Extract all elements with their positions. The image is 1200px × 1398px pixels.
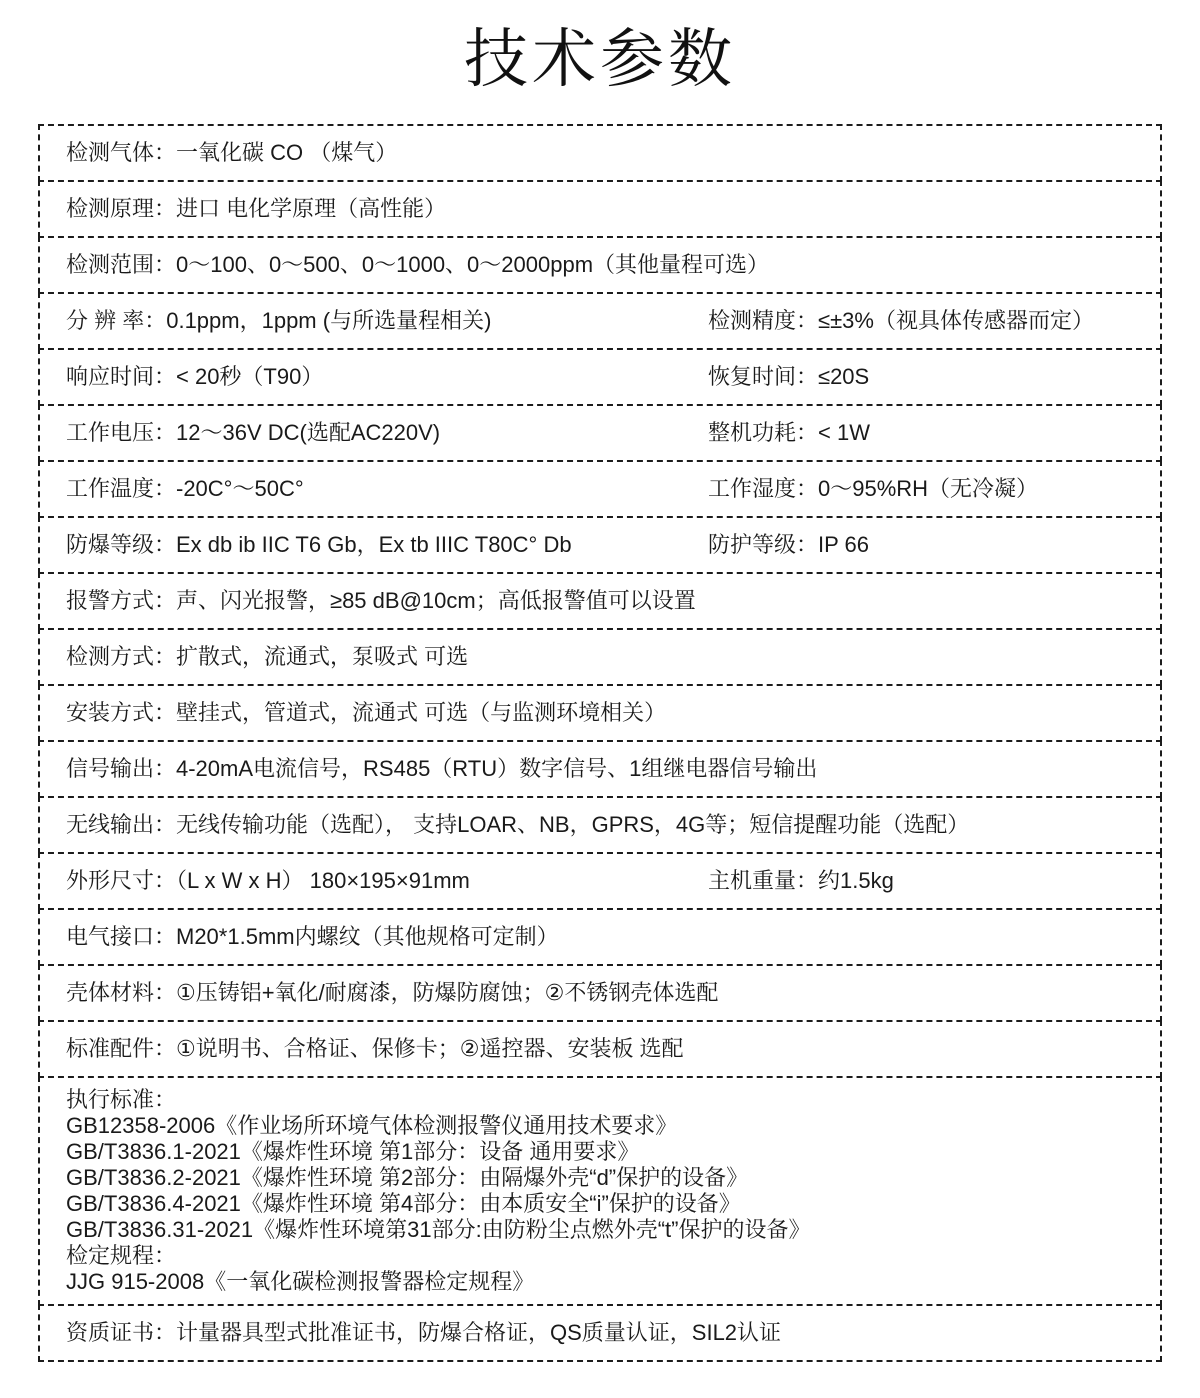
- spec-cell-weight: 主机重量：约1.5kg: [708, 868, 894, 894]
- spec-cell-accuracy: 检测精度：≤±3%（视具体传感器而定）: [708, 308, 1094, 334]
- spec-cell-dimensions: 外形尺寸：（L x W x H） 180×195×91mm: [66, 868, 470, 894]
- spec-cell: 无线输出：无线传输功能（选配）， 支持LOAR、NB，GPRS，4G等；短信提醒功能（选配）: [66, 812, 970, 838]
- row-detection-gas: [38, 124, 1162, 182]
- spec-cell-recovery-time: 恢复时间：≤20S: [708, 364, 870, 390]
- row-wireless-output: [38, 796, 1162, 854]
- spec-cell-response-time: 响应时间：< 20秒（T90）: [66, 364, 324, 390]
- standards-line: JJG 915-2008《一氧化碳检测报警器检定规程》: [66, 1269, 535, 1295]
- spec-cell: 检测方式：扩散式，流通式，泵吸式 可选: [66, 644, 469, 670]
- row-standard-accessories: [38, 1020, 1162, 1078]
- spec-cell-power: 整机功耗：< 1W: [708, 420, 870, 446]
- row-certificates: [38, 1304, 1162, 1362]
- spec-table: [38, 124, 1162, 1362]
- spec-cell: 检测范围：0～100、0～500、0～1000、0～2000ppm（其他量程可选）: [66, 252, 770, 278]
- standards-line: GB/T3836.4-2021《爆炸性环境 第4部分：由本质安全“i”保护的设备》: [66, 1191, 741, 1217]
- row-explosion-ip-rating: [38, 516, 1162, 574]
- spec-cell-resolution: 分 辨 率：0.1ppm，1ppm (与所选量程相关): [66, 308, 492, 334]
- row-temperature-humidity: [38, 460, 1162, 518]
- row-alarm-mode: [38, 572, 1162, 630]
- spec-cell: 检测原理：进口 电化学原理（高性能）: [66, 196, 447, 222]
- row-electrical-interface: [38, 908, 1162, 966]
- row-dimensions-weight: [38, 852, 1162, 910]
- row-voltage-power: [38, 404, 1162, 462]
- row-detection-mode: [38, 628, 1162, 686]
- row-signal-output: [38, 740, 1162, 798]
- spec-cell: 报警方式：声、闪光报警，≥85 dB@10cm；高低报警值可以设置: [66, 588, 696, 614]
- standards-line: 检定规程：: [66, 1243, 177, 1269]
- standards-line: GB/T3836.1-2021《爆炸性环境 第1部分：设备 通用要求》: [66, 1139, 640, 1165]
- spec-cell: 资质证书：计量器具型式批准证书，防爆合格证，QS质量认证，SIL2认证: [66, 1320, 782, 1346]
- row-resolution-accuracy: [38, 292, 1162, 350]
- spec-cell-ip-rating: 防护等级：IP 66: [708, 532, 869, 558]
- spec-cell: 安装方式：壁挂式，管道式，流通式 可选（与监测环境相关）: [66, 700, 667, 726]
- row-installation-mode: [38, 684, 1162, 742]
- row-detection-principle: [38, 180, 1162, 238]
- spec-cell: 壳体材料：①压铸铝+氧化/耐腐漆，防爆防腐蚀；②不锈钢壳体选配: [66, 980, 719, 1006]
- row-response-recovery: [38, 348, 1162, 406]
- spec-cell-humidity: 工作湿度：0～95%RH（无冷凝）: [708, 476, 1039, 502]
- page-title: 技术参数: [464, 23, 736, 95]
- spec-cell-explosion-proof: 防爆等级：Ex db ib IIC T6 Gb，Ex tb IIIC T80C° Db: [66, 532, 572, 558]
- row-housing-material: [38, 964, 1162, 1022]
- spec-cell-temperature: 工作温度：-20C°～50C°: [66, 476, 304, 502]
- standards-line: GB12358-2006《作业场所环境气体检测报警仪通用技术要求》: [66, 1113, 678, 1139]
- spec-cell: 检测气体：一氧化碳 CO （煤气）: [66, 140, 398, 166]
- spec-cell: 信号输出：4-20mA电流信号，RS485（RTU）数字信号、1组继电器信号输出: [66, 756, 818, 782]
- standards-line: GB/T3836.31-2021《爆炸性环境第31部分:由防粉尘点燃外壳“t”保护的设备》: [66, 1217, 811, 1243]
- row-detection-range: [38, 236, 1162, 294]
- standards-line: GB/T3836.2-2021《爆炸性环境 第2部分：由隔爆外壳“d”保护的设备》: [66, 1165, 749, 1191]
- standards-line: 执行标准：: [66, 1087, 177, 1113]
- row-standards-block: [38, 1076, 1162, 1306]
- spec-cell: 标准配件：①说明书、合格证、保修卡；②遥控器、安装板 选配: [66, 1036, 684, 1062]
- spec-cell-voltage: 工作电压：12～36V DC(选配AC220V): [66, 420, 441, 446]
- spec-cell: 电气接口：M20*1.5mm内螺纹（其他规格可定制）: [66, 924, 559, 950]
